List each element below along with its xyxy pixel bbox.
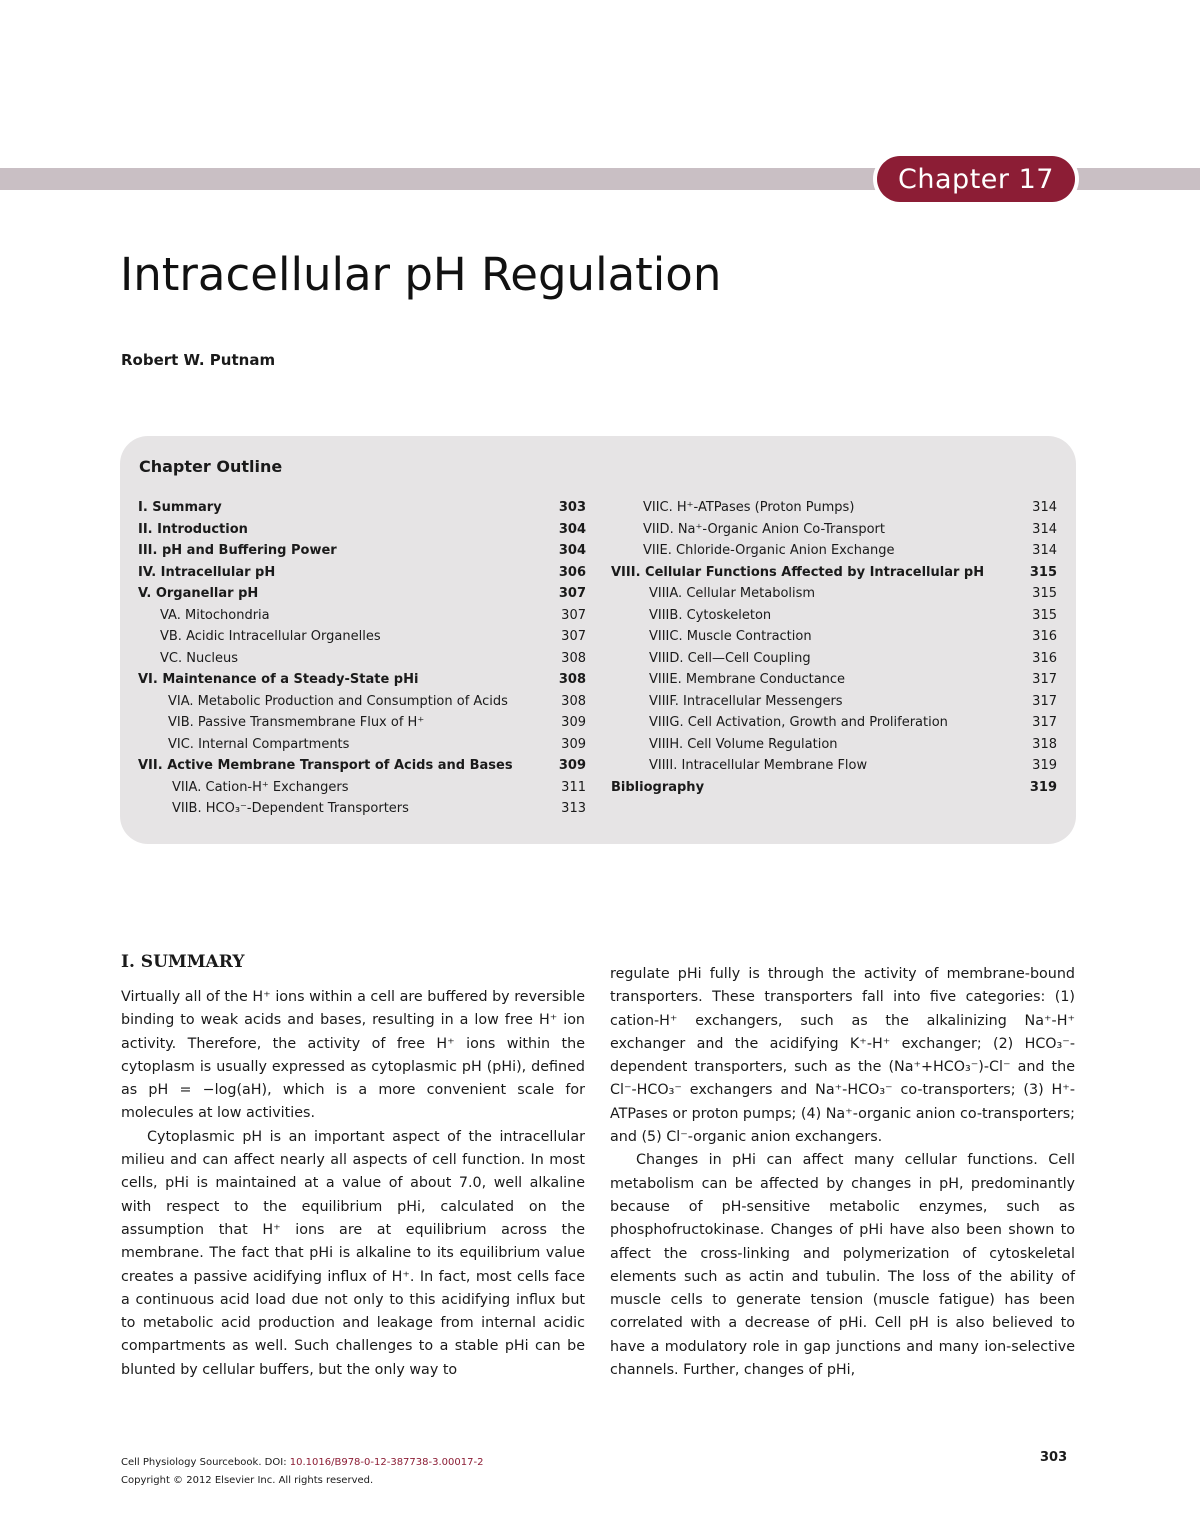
outline-entry-page: 316 [1032, 629, 1057, 644]
outline-entry-label: VIIA. Cation-H⁺ Exchangers [172, 779, 349, 795]
outline-entry-page: 317 [1032, 715, 1057, 730]
outline-entry[interactable] [138, 712, 586, 734]
outline-entry-page: 303 [558, 500, 586, 515]
paragraph: Virtually all of the H⁺ ions within a cell are buffered by reversible binding to weak acids and bases, resulting in a low free H⁺ ion activity. Therefore, the activity of free H⁺ ions within the cytoplasm is usually expressed as cytoplasmic pH (pHi), defined as pH = −log(aH), which is a more convenient scale for molecules at low activities. [121, 989, 585, 1122]
outline-entry-page: 304 [558, 521, 586, 537]
outline-entry-label: Bibliography [611, 779, 705, 795]
outline-entry[interactable] [138, 648, 586, 670]
outline-entry-page: 308 [561, 650, 586, 666]
outline-entry-label: VC. Nucleus [160, 650, 238, 666]
outline-entry[interactable] [611, 605, 1057, 627]
outline-entry-page: 315 [1032, 586, 1057, 601]
footer-copyright: Copyright © 2012 Elsevier Inc. All rights reserved. [121, 1475, 374, 1486]
outline-entry-page: 306 [558, 564, 586, 580]
footer-citation [121, 1454, 483, 1490]
body-column-left [121, 986, 585, 1382]
outline-entry[interactable] [138, 626, 586, 648]
outline-entry[interactable] [611, 648, 1057, 670]
outline-entry-page: 315 [1029, 564, 1057, 580]
outline-entry-label: VIC. Internal Compartments [168, 736, 350, 752]
outline-entry[interactable] [138, 497, 586, 519]
outline-entry-page: 316 [1032, 650, 1057, 666]
outline-entry-page: 317 [1032, 672, 1057, 687]
outline-entry-label: VIIIA. Cellular Metabolism [649, 586, 816, 601]
outline-entry-label: VIIID. Cell—Cell Coupling [649, 650, 811, 666]
outline-entry[interactable] [138, 540, 586, 562]
outline-entry[interactable] [138, 583, 586, 605]
outline-entry-label: IV. Intracellular pH [138, 564, 276, 580]
outline-column-right [611, 497, 1057, 798]
outline-entry-label: III. pH and Buffering Power [138, 543, 337, 558]
outline-entry-label: VIIIC. Muscle Contraction [649, 629, 812, 644]
outline-entry[interactable] [611, 626, 1057, 648]
outline-entry[interactable] [138, 777, 586, 799]
outline-entry-label: VIID. Na⁺-Organic Anion Co-Transport [643, 521, 885, 537]
outline-entry[interactable] [611, 519, 1057, 541]
outline-entry-page: 318 [1032, 736, 1057, 752]
outline-entry-page: 314 [1032, 543, 1057, 558]
outline-entry[interactable] [138, 798, 586, 820]
outline-entry[interactable] [138, 605, 586, 627]
outline-entry-label: VIIIH. Cell Volume Regulation [649, 736, 838, 752]
outline-entry-page: 314 [1032, 500, 1057, 515]
outline-entry[interactable] [611, 540, 1057, 562]
chapter-badge: Chapter 17 [877, 156, 1075, 202]
outline-entry[interactable] [611, 712, 1057, 734]
outline-entry-page: 307 [558, 586, 586, 601]
outline-entry[interactable] [611, 562, 1057, 584]
body-column-right [610, 963, 1075, 1382]
outline-entry-page: 309 [561, 715, 586, 730]
paragraph: Cytoplasmic pH is an important aspect of the intracellular milieu and can affect nearly all aspects of cell function. In most cells, pHi is maintained at a value of about 7.0, well alkaline with respect to the equilibrium pHi, calculated on the assumption that H⁺ ions are at equilibrium across the membrane. The fact that pHi is alkaline to its equilibrium value creates a passive acidifying influx of H⁺. In fact, most cells face a continuous acid load due not only to this acidifying influx but to metabolic acid production and leakage from internal acidic compartments as well. Such challenges to a stable pHi can be blunted by cellular buffers, but the only way to [121, 1128, 585, 1378]
outline-entry[interactable] [611, 497, 1057, 519]
outline-entry-page: 308 [561, 693, 586, 709]
outline-column-left [138, 497, 586, 820]
outline-entry-page: 307 [561, 607, 586, 623]
outline-entry-label: II. Introduction [138, 521, 248, 537]
outline-entry-page: 309 [561, 736, 586, 752]
chapter-outline-heading: Chapter Outline [139, 457, 283, 476]
section-heading: I. SUMMARY [121, 952, 245, 972]
outline-entry[interactable] [138, 691, 586, 713]
outline-entry-label: VB. Acidic Intracellular Organelles [160, 629, 381, 644]
outline-entry-page: 315 [1032, 607, 1057, 623]
outline-entry[interactable] [138, 519, 586, 541]
footer-source: Cell Physiology Sourcebook. DOI: [121, 1457, 290, 1468]
outline-entry-page: 304 [558, 543, 586, 558]
outline-entry[interactable] [611, 669, 1057, 691]
outline-entry-label: VIIIB. Cytoskeleton [649, 607, 772, 623]
outline-entry-label: VIB. Passive Transmembrane Flux of H⁺ [168, 715, 425, 730]
outline-entry-label: I. Summary [138, 500, 222, 515]
outline-entry[interactable] [611, 583, 1057, 605]
page-number: 303 [1040, 1450, 1068, 1465]
outline-entry-page: 307 [561, 629, 586, 644]
outline-entry-page: 314 [1032, 521, 1057, 537]
outline-entry-label: VIIII. Intracellular Membrane Flow [649, 758, 868, 773]
outline-entry-page: 309 [558, 758, 586, 773]
outline-entry-page: 319 [1029, 779, 1057, 795]
paragraph: regulate pHi fully is through the activity of membrane-bound transporters. These transporters fall into five categories: (1) cation-H⁺ exchangers, such as the alkalinizing Na⁺-H⁺ exchanger and the acidifying K⁺-H⁺ exchanger; (2) HCO₃⁻-dependent transporters, such as the (Na⁺+HCO₃⁻)-Cl⁻ and the Cl⁻-HCO₃⁻ exchangers and Na⁺-HCO₃⁻ co-transporters; (3) H⁺-ATPases or proton pumps; (4) Na⁺-organic anion co-transporters; and (5) Cl⁻-organic anion exchangers. [610, 966, 1075, 1146]
outline-entry-page: 308 [558, 672, 586, 687]
doi-link[interactable]: 10.1016/B978-0-12-387738-3.00017-2 [289, 1457, 484, 1468]
outline-entry-label: VIIIF. Intracellular Messengers [649, 693, 843, 709]
outline-entry[interactable] [138, 755, 586, 777]
outline-entry-label: VA. Mitochondria [160, 607, 270, 623]
author-name: Robert W. Putnam [121, 351, 276, 369]
chapter-title: Intracellular pH Regulation [120, 248, 722, 301]
outline-entry-label: VIIC. H⁺-ATPases (Proton Pumps) [643, 500, 855, 515]
outline-entry[interactable] [138, 562, 586, 584]
outline-entry-label: VIIE. Chloride-Organic Anion Exchange [643, 543, 895, 558]
outline-entry[interactable] [611, 734, 1057, 756]
outline-entry-label: VIA. Metabolic Production and Consumption of Acids [168, 693, 508, 709]
outline-entry[interactable] [611, 755, 1057, 777]
outline-entry-page: 317 [1032, 693, 1057, 709]
outline-entry-label: VII. Active Membrane Transport of Acids and Bases [138, 758, 513, 773]
outline-entry[interactable] [611, 777, 1057, 799]
outline-entry-label: VIIIE. Membrane Conductance [649, 672, 846, 687]
outline-entry-label: V. Organellar pH [138, 586, 259, 601]
outline-entry[interactable] [138, 669, 586, 691]
outline-entry-label: VI. Maintenance of a Steady-State pHi [138, 672, 419, 687]
paragraph: Changes in pHi can affect many cellular functions. Cell metabolism can be affected by changes in pH, predominantly because of pH-sensitive metabolic enzymes, such as phosphofructokinase. Changes of pHi have also been shown to affect the cross-linking and polymerization of cytoskeletal elements such as actin and tubulin. The loss of the ability of muscle cells to generate tension (muscle fatigue) has been correlated with a decrease of pHi. Cell pH is also believed to have a modulatory role in gap junctions and many ion-selective channels. Further, changes of pHi, [610, 1152, 1075, 1379]
outline-entry[interactable] [611, 691, 1057, 713]
outline-entry-page: 313 [561, 801, 586, 816]
outline-entry-page: 319 [1032, 758, 1057, 773]
outline-entry-label: VIIB. HCO₃⁻-Dependent Transporters [172, 801, 409, 816]
outline-entry[interactable] [138, 734, 586, 756]
outline-entry-label: VIII. Cellular Functions Affected by Intracellular pH [611, 564, 985, 580]
outline-entry-label: VIIIG. Cell Activation, Growth and Proliferation [649, 715, 948, 730]
outline-entry-page: 311 [561, 779, 586, 795]
